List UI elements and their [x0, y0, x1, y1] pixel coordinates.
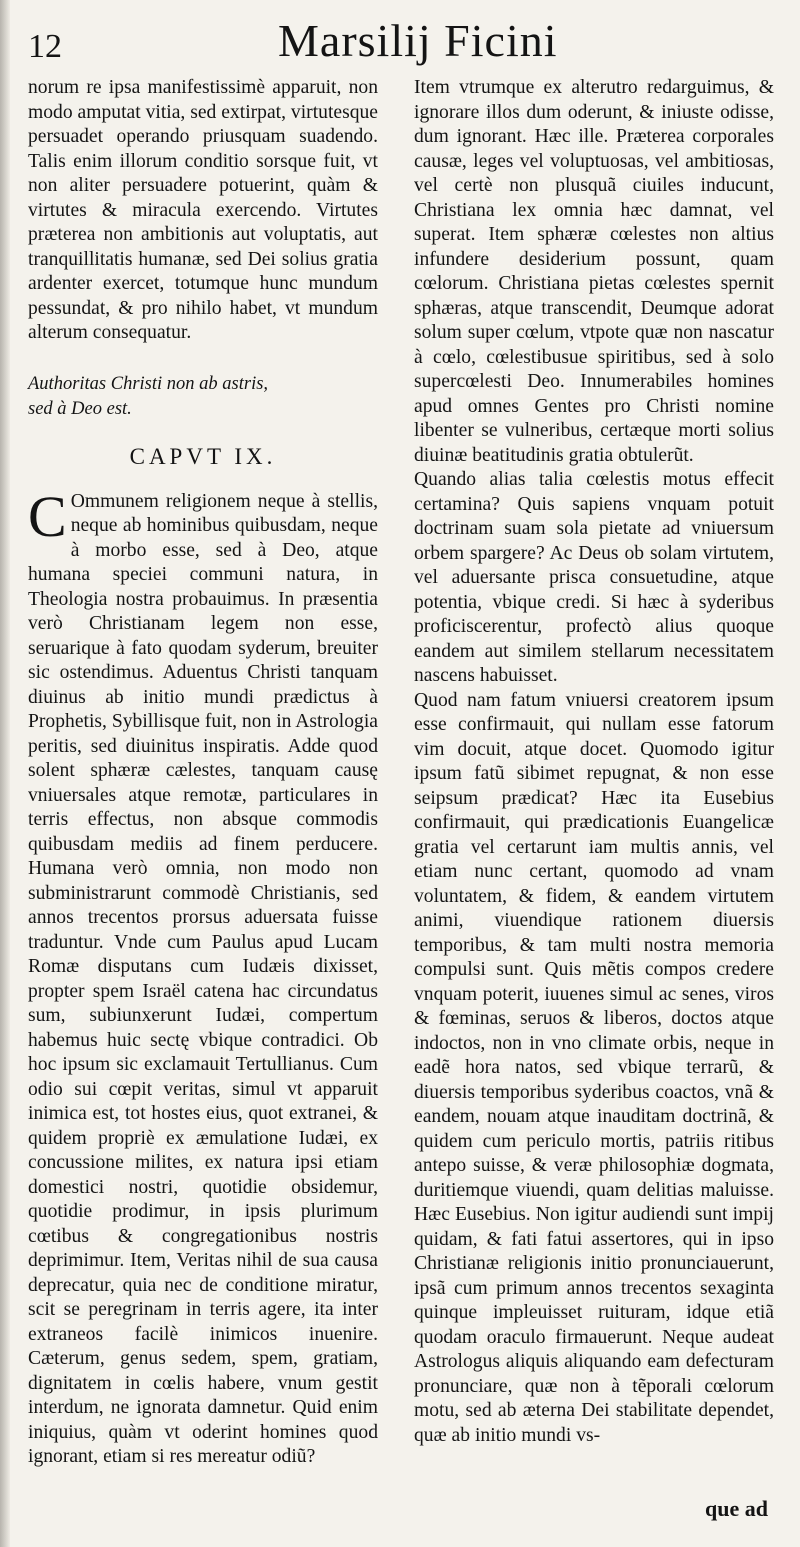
chapter-heading: CAPVT IX.: [129, 443, 277, 469]
running-title: Marsilij Ficini: [278, 15, 558, 66]
paragraph-left-2: [28, 483, 378, 1470]
catchword: que ad: [705, 1496, 768, 1521]
right-column: [414, 76, 774, 1448]
drop-cap: C: [28, 483, 67, 549]
side-heading-line-1: Authoritas Christi non ab astris,: [28, 373, 269, 394]
side-heading-line-2: sed à Deo est.: [28, 398, 132, 419]
paragraph-right-2: Quando alias talia cœlestis motus effecit certamina? Quis sapiens vnquam potuit doctrinam suam sola pietate ad vniuersum orbem spargere? Ac Deus ob solam virtutem, vel aduersante prisca consuetudine, atque potentia, vbique credi. Si hæc à syderibus proficiscerentur, profectò alius quoque eandem aut similem stellarum necessitatem nascens habuisset.: [414, 469, 774, 686]
paragraph-left-1: norum re ipsa manifestissimè apparuit, non modo amputat vitia, sed extirpat, virtutesque persuadet operando priusquam suadendo. Talis enim illorum conditio sorsque fuit, vt non aliter persuadere potuerint, quàm & virtutes & miracula exercendo. Virtutes præterea non ambitionis aut voluptatis, aut tranquillitatis humanæ, sed Dei solius gratia ardenter exercet, totumque hunc mundum pessundat, & pro nihilo habet, vt mundum alterum consequatur.: [28, 77, 378, 343]
page-edge-shadow: [0, 0, 10, 1547]
paragraph-right-1: Item vtrumque ex alterutro redarguimus, & ignorare illos dum oderunt, & iniuste odisse, dum ignorant. Hæc ille. Præterea corporales causæ, leges vel voluptuosas, vel ambitiosas, vel certè non plusquã ciuiles inducunt, Christiana lex omnia hæc damnat, vel superat. Item sphæræ cœlestes non altius infundere desiderium possunt, quam cœlorum. Christiana pietas cœlestes spernit sphæras, atque transcendit, Deumque adorat solum super cœlum, vtpote quæ non nascatur à cœlo, cœlestibusue spiritibus, sed à solo supercœlesti Deo. Innumerabiles homines apud omnes Gentes pro Christi nomine libenter se vulneribus, certæque morti solius diuinæ beatitudinis gratia obtulerũt.: [414, 77, 774, 466]
page-header: [28, 14, 770, 74]
paragraph-right-3: Quod nam fatum vniuersi creatorem ipsum esse confirmauit, qui nullam esse fatorum vim docuit, atque docet. Quomodo igitur ipsum fatũ sibimet repugnat, & non esse seipsum prædicat? Hæc ita Eusebius confirmauit, qui prædicationis Euangelicæ gratia vel certarunt iam multis annis, vel etiam nunc certant, quomodo ad vnam voluntatem, & fidem, & eandem virtutem animi, viuendique rationem diuersis temporibus, & tam multi nostra memoria compulsi sunt. Quis mẽtis compos credere vnquam poterit, iuuenes simul ac senes, viros & fœminas, seruos & liberos, doctos atque indoctos, non in vno climate orbis, neque in eadẽ hora natos, sed vbique terrarũ, & diuersis temporibus syderibus coactos, vnã & eandem, nouam atque inauditam doctrinã, & quidem cum periculo mortis, patriis ritibus antepo suisse, & veræ philosophiæ dogmata, duritiemque viuendi, quam delitias maluisse. Hæc Eusebius. Non igitur audiendi sunt impij quidam, & fati fatui assertores, qui in ipso Christianæ religionis initio pronunciauerunt, ipsã cum primum annos trecentos sexaginta quinque impleuisset ruituram, idque etiã quodam oraculo firmauerunt. Neque audeat Astrologus aliquis aliquando eam defecturam pronunciare, quæ non à tẽporali cœlorum motu, sed ab æterna Dei stabilitate dependet, quæ ab initio mundi vs-: [414, 689, 774, 1446]
left-column: [28, 76, 378, 1470]
side-heading: [28, 372, 378, 422]
page-number: 12: [28, 28, 62, 65]
paragraph-left-2-text: Ommunem religionem neque à stellis, neque ab hominibus quibusdam, neque à morbo esse, sed à Deo, atque humana speciei communi natura, in Theologia nostra probauimus. In præsentia verò Christianam legem non esse, seruarique à fato quodam syderum, breuiter sic ostendimus. Aduentus Christi tanquam diuinus ab initio mundi prædictus à Prophetis, Sybillisque fuit, non in Astrologia peritis, sed diuinitus inspiratis. Adde quod solent sphæræ cælestes, tanquam causę vniuersales atque remotæ, particulares in terris effectus, non absque commodis quibusdam mediis ad finem perducere. Humana verò omnia, non modo non subministrarunt commodè Christianis, sed annos trecentos prorsus aduersata fuisse traduntur. Vnde cum Paulus apud Lucam Romæ disputans cum Iudæis dixisset, propter spem Israël catena hac circundatus sum, subiunxerunt Iudæi, compertum habemus huic sectę vbique contradici. Ob hoc ipsum sic exclamauit Tertullianus. Cum odio sui cœpit veritas, simul vt apparuit inimica est, tot hostes eius, quot extranei, & quidem propriè ex æmulatione Iudæi, ex concussione milites, ex natura ipsi etiam domestici nostri, quotidie obsidemur, quotidie prodimur, in ipsis plurimum cœtibus & congregationibus nostris deprimimur. Item, Veritas nihil de sua causa deprecatur, quia nec de conditione miratur, scit se peregrinam in terris agere, ita inter extraneos facilè inimicos inuenire. Cæterum, genus sedem, spem, gratiam, dignitatem in cœlis habere, vnum gestit interdum, ne ignorata damnetur. Quid enim iniquius, quàm vt oderint homines quod ignorant, etiam si res mereatur odiũ?: [28, 490, 378, 1467]
